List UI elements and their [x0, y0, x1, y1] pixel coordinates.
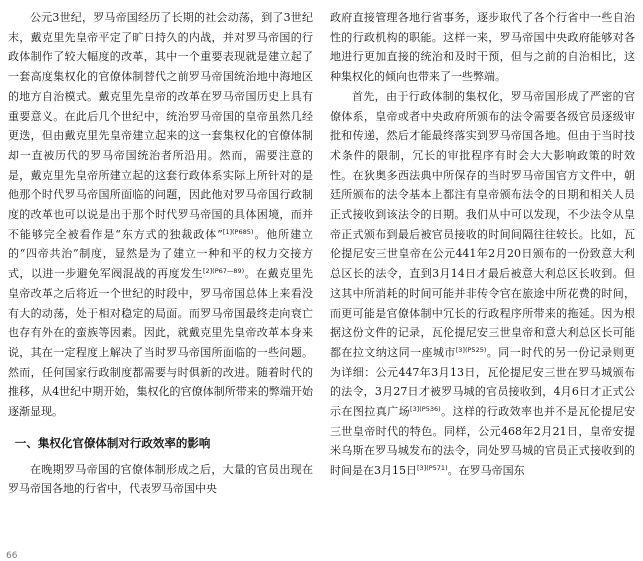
text-run: 首先，由于行政体制的集权化，罗马帝国形成了严密的官僚体系，皇帝或者中央政府所颁布的法令需要各级官员逐级审批和传递，然后才能最终落实到罗马帝国各地。但由于当时技术条件的限制，冗长的审批程序有时会大大影响政策的时效性。在狄奥多西法典中所保存的当时罗马帝国官方文件中，朝廷所颁布的法令基本上都注有皇帝颁布法令的日期和相关人员正式接收到该法令的日期。我们从中可以发现，不少法令从皇帝正式颁布到最后被官员接收的时间间隔往往较长。比如，瓦伦提尼安三世皇帝在公元441年2月20日颁布的一份致意大利总区长的法令，直到3月14日才最后被意大利总区长收到。但这其中所消耗的时间可能并非传令官在旅途中所花费的时间，而更可能是官僚体制中冗长的行政程序所带来的拖延。因为根据这份文件的记录，瓦伦提尼安三世皇帝和意大利总区长可能都在拉文纳这同一座城市: [330, 89, 635, 359]
text-run: 。这样的行政效率也并不是瓦伦提尼安三世皇帝时代的特色。同样，公元468年2月21日，皇帝安提米乌斯在罗马城发布的法令，同处罗马城的官员正式接收到的时间是在3月15日: [330, 405, 635, 478]
page-number: 66: [6, 551, 18, 561]
citation-marker: [2](P67—89): [202, 267, 245, 276]
citation-marker: [3](P571): [417, 464, 448, 473]
citation-marker: [1](P685): [222, 227, 254, 236]
body-paragraph-continued: 政府直接管理各地行省事务，逐步取代了各个行省中一些自治性的行政机构的职能。这样一来，罗马帝国中央政府能够对各地进行更加直接的统治和及时干预，但与之前的自治相比，这种集权化的倾向也带来了一些弊端。: [330, 11, 635, 84]
text-run: 。在罗马帝国东: [447, 464, 525, 478]
body-paragraph: 在晚期罗马帝国的官僚体制形成之后，大量的官员出现在罗马帝国各地的行省中，代表罗马帝国中央: [8, 462, 313, 496]
section-heading: 一、集权化官僚体制对行政效率的影响: [14, 435, 211, 450]
right-column: [330, 8, 635, 557]
body-paragraph: [8, 8, 313, 422]
citation-marker: [3](P536): [410, 405, 441, 414]
text-run: 。同一时代的另一份记录则更为详细：公元447年3月13日，瓦伦提尼安三世在罗马城颁布的法令，3月27日才被罗马城的官员接收到，4月6日才正式公示在图拉真广场: [330, 345, 636, 419]
body-paragraph: [330, 87, 635, 481]
text-run: 公元3世纪，罗马帝国经历了长期的社会动荡，到了3世纪末，戴克里先皇帝平定了旷日持久的内战，并对罗马帝国的行政体制作了较大幅度的改革，其中一个重要表现就是建立起了一套高度集权化的官僚体制替代之前罗马帝国统治地中海地区的地方自治模式。戴克里先皇帝的改革在罗马帝国历史上具有重要意义。在此后几个世纪中，统治罗马帝国的皇帝虽然几经更迭，但由戴克里先皇帝建立起来的这一套集权化的官僚体制却一直被历代的罗马帝国统治者所沿用。然而，需要注意的是，戴克里先皇帝所建立起的这套行政体系实际上所针对的是他那个时代罗马帝国所面临的问题，因此他对罗马帝国行政制度的改革也可以说是出于那个时代罗马帝国的具体困境，而并不能够完全被看作是“东方式的独裁政体”: [8, 11, 313, 241]
text-run: 。在戴克里先皇帝改革之后将近一个世纪的时段中，罗马帝国总体上来看没有大的动荡，处于相对稳定的局面。而罗马帝国最终走向衰亡也存有外在的蛮族等因素。因此，就戴克里先皇帝改革本身来说，其在一定程度上解决了当时罗马帝国所面临的一些问题。然而，任何国家行政制度都需要与时俱新的改进。随着时代的推移，从4世纪中期开始，集权化的官僚体制所带来的弊端开始逐渐显现。: [8, 267, 314, 419]
left-column: [8, 8, 313, 557]
citation-marker: [3](P525): [455, 345, 487, 354]
text-run: 。他所建立的“四帝共治”制度，显然是为了建立一种和平的权力交接方式，以进一步避免军阀混战的再度发生: [8, 227, 314, 281]
